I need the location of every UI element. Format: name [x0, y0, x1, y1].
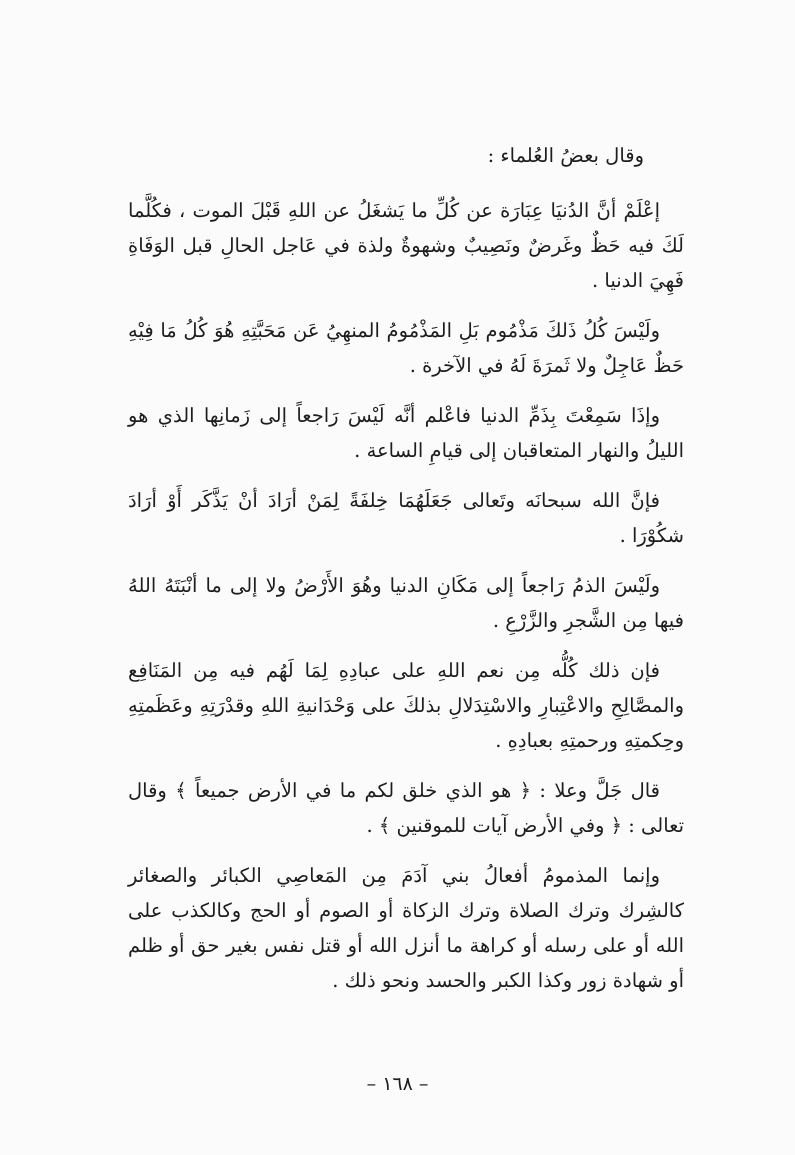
page-number: – ١٦٨ – [366, 1073, 429, 1095]
paragraph-6: فإن ذلك كُلُّه مِن نعم اللهِ على عبادِهِ لِمَا لَهُم فيه مِن المَنَافِع والمصَّالِحِ والاعْتِبارِ والاسْتِدَلالِ بذلكَ على وَحْدَانيةِ اللهِ وقدْرَتِهِ وعَظَمتِهِ وحِكمتِهِ ورحمتِهِ بعبادِهِ . [128, 659, 684, 752]
intro-line: وقال بعضُ العُلماء : [487, 144, 644, 167]
paragraph-2: ولَيْسَ كُلُ ذَلكَ مَذْمُوم بَلِ المَذْمُومُ المنهِيُ عَن مَحَبَّتِهِ هُوَ كُلُ مَا فِيْهِ حَظٌ عَاجِلٌ ولا ثَمرَةَ لَهُ في الآخرة . [128, 319, 684, 377]
paragraph-4: فإنَّ الله سبحانَه وتَعالى جَعَلَهُمَا خِلفَةً لِمَنْ أرَادَ أنْ يَذَّكَر أَوْ أرَادَ شكُوْرَا . [128, 489, 684, 547]
paragraph-5: ولَيْسَ الذمُ رَاجعاً إلى مَكَانِ الدنيا وهُوَ الأَرْضُ ولا إلى ما أنْبَتَهُ اللهُ فيها مِن الشَّجرِ والزَّرْعِ . [128, 574, 684, 632]
paragraph-8: وإنما المذمومُ أفعالُ بني آدَمَ مِن المَعاصِي الكبائر والصغائر كالشِرك وترك الصلاة وترك الزكاة أو الصوم أو الحج وكالكذب على الله أو على رسله أو كراهة ما أنزل الله أو قتل نفس بغير حق أو ظلم أو شهادة زور وكذا الكبر والحسد ونحو ذلك . [128, 864, 684, 992]
paragraph-7: قال جَلَّ وعلا : ﴿ هو الذي خلق لكم ما في الأرض جميعاً ﴾ وقال تعالى : ﴿ وفي الأرض آيات للموقنين ﴾ . [128, 779, 684, 837]
paragraph-3: وإذَا سَمِعْتَ بِذَمِّ الدنيا فاعْلم أنَّه لَيْسَ رَاجعاً إلى زَمانِها الذي هو الليلُ والنهار المتعاقبان إلى قيامِ الساعة . [128, 404, 684, 462]
paragraph-1: إعْلَمْ أنَّ الدُنيَا عِبَارَة عن كُلِّ ما يَشغَلُ عن اللهِ قَبْلَ الموت ، فكُلَّما لَكَ فيه حَظٌ وغَرضٌ ونَصِيبٌ وشهوةٌ ولذة في عَاجل الحالِ قبل الوَفَاةِ فَهِيَ الدنيا . [128, 199, 684, 292]
page-body [128, 138, 684, 998]
